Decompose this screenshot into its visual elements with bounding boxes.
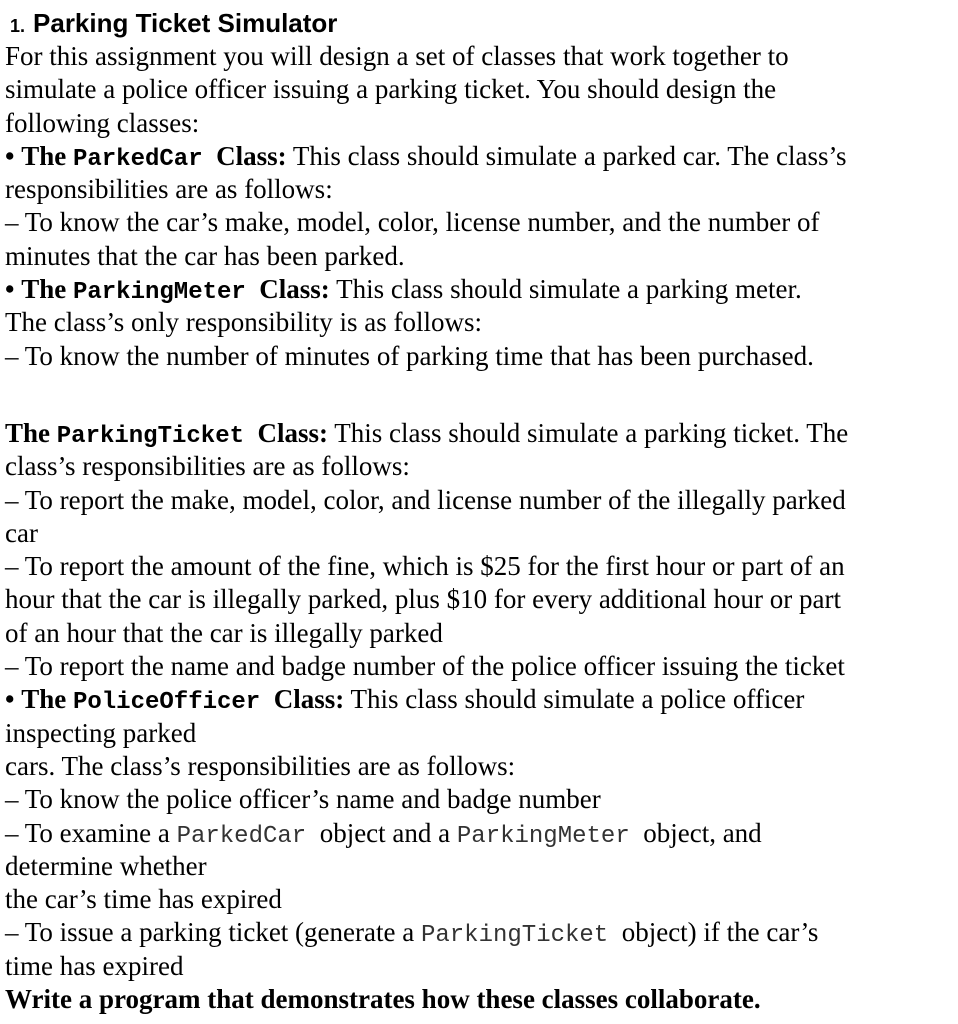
class-name-parkingmeter: ParkingMeter [72,279,246,307]
class-name-policeofficer: PoliceOfficer [72,689,261,717]
assignment-title [5,6,950,40]
police-officer-heading: • The PoliceOfficer Class: This class should simulate a police officer [5,684,805,717]
section-gap [5,373,950,417]
parking-ticket-resp: car [5,517,38,548]
parked-car-resp: minutes that the car has been parked. [5,240,405,271]
intro-line: following classes: [5,107,200,138]
police-officer-resp: – To issue a parking ticket (generate a ParkingTicket object) if the car’s [5,917,819,950]
police-officer-resp: – To know the police officer’s name and badge number [5,784,601,815]
parking-meter-resp: – To know the number of minutes of parking time that has been purchased. [5,340,814,371]
intro-line: For this assignment you will design a set of classes that work together to [5,41,789,71]
class-name-parkingticket: ParkingTicket [56,422,244,450]
parking-ticket-resp: of an hour that the car is illegally parked [5,617,443,648]
class-name-parkedcar: ParkedCar [72,145,203,173]
parking-ticket-cont: class’s responsibilities are as follows: [5,451,410,482]
assignment-document [5,6,950,1016]
parking-ticket-resp: – To report the name and badge number of the police officer issuing the ticket [5,651,845,682]
police-officer-cont: inspecting parked [5,717,197,748]
parking-ticket-resp: – To report the amount of the fine, which is $25 for the first hour or part of an [5,551,845,582]
parking-ticket-resp: hour that the car is illegally parked, plus $10 for every additional hour or part [5,584,841,615]
police-officer-resp: – To examine a ParkedCar object and a ParkingMeter object, and [5,817,762,850]
closing-instruction: Write a program that demonstrates how these classes collaborate. [5,984,761,1015]
parked-car-heading: • The ParkedCar Class: This class should simulate a parked car. The class’s [5,140,847,173]
parking-ticket-resp: – To report the make, model, color, and license number of the illegally parked [5,484,846,515]
intro-line: simulate a police officer issuing a parking ticket. You should design the [5,74,777,105]
code-parkingmeter: ParkingMeter [456,822,630,850]
parking-ticket-heading: The ParkingTicket Class: This class should simulate a parking ticket. The [5,417,849,450]
code-parkedcar: ParkedCar [176,822,307,850]
parked-car-cont: responsibilities are as follows: [5,174,333,205]
police-officer-resp-cont: the car’s time has expired [5,884,282,915]
parking-meter-heading: • The ParkingMeter Class: This class should simulate a parking meter. [5,274,802,307]
code-parkingticket: ParkingTicket [420,922,609,950]
police-officer-resp-cont: time has expired [5,950,184,981]
parking-meter-cont: The class’s only responsibility is as follows: [5,307,482,338]
parked-car-resp: – To know the car’s make, model, color, license number, and the number of [5,207,820,238]
police-officer-resp-cont: determine whether [5,850,207,881]
police-officer-cont: cars. The class’s responsibilities are as follows: [5,750,516,781]
title-number: 1. [10,16,26,36]
title-text: Parking Ticket Simulator [33,8,338,38]
